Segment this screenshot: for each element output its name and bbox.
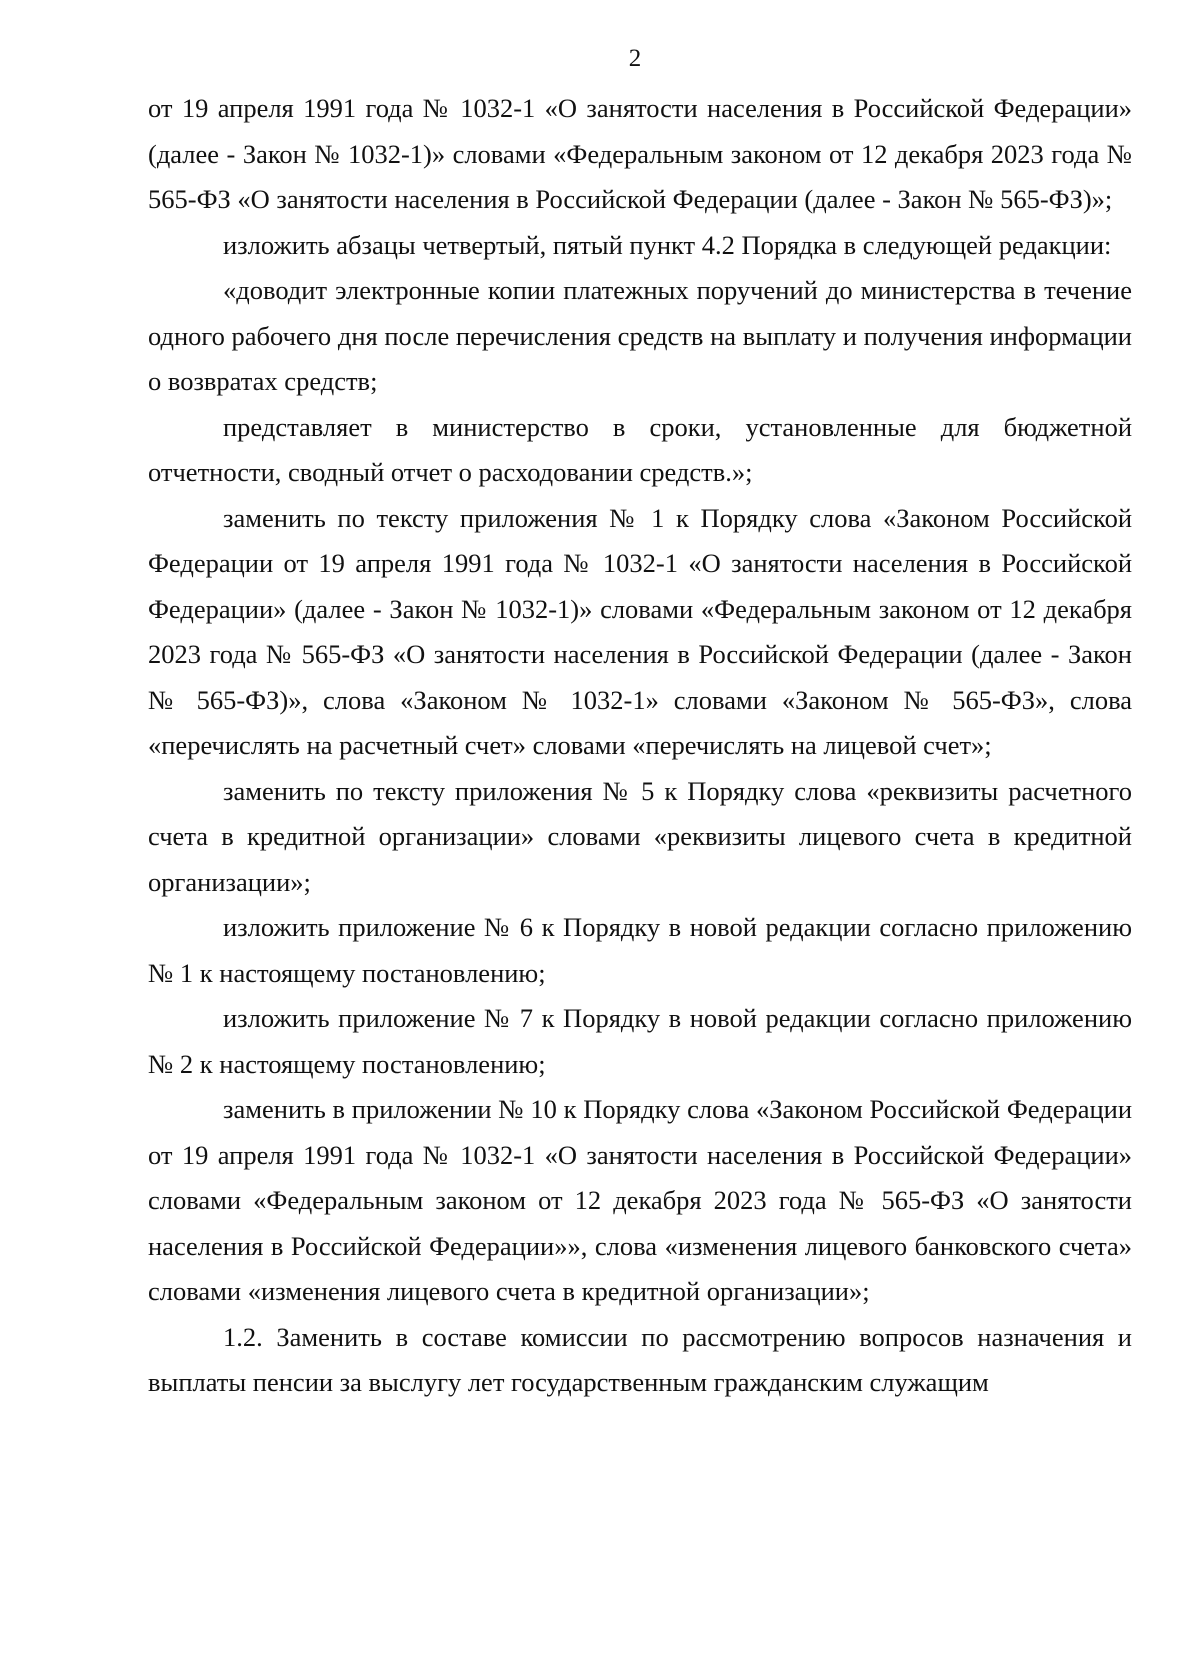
paragraph-quoted-copies: «доводит электронные копии платежных поручений до министерства в течение одного рабочего дня после перечисления средств на выплату и получения информации о возвратах средств; — [148, 275, 1132, 396]
paragraph-appendix-7: изложить приложение № 7 к Порядку в новой редакции согласно приложению № 2 к настоящему постановлению; — [148, 1003, 1132, 1079]
page-number: 2 — [628, 45, 642, 72]
paragraph-section-1-2: 1.2. Заменить в составе комиссии по рассмотрению вопросов назначения и выплаты пенсии за выслугу лет государственным гражданским служащим — [148, 1321, 1132, 1397]
paragraph-appendix-5: заменить по тексту приложения № 5 к Порядку слова «реквизиты расчетного счета в кредитной организации» словами «реквизиты лицевого счета в кредитной организации»; — [148, 775, 1132, 897]
paragraph-appendix-1: заменить по тексту приложения № 1 к Порядку слова «Законом Российской Федерации от 19 апреля 1991 года № 1032-1 «О занятости населения в Российской Федерации» (далее - Закон № 1032-1)» словами «Федеральным законом от 12 декабря 2023 года № 565-ФЗ «О занятости населения в Российской Федерации (далее - Закон № 565-ФЗ)», слова «Законом № 1032-1» словами «Законом № 565-ФЗ», слова «перечислять на расчетный счет» словами «перечислять на лицевой счет»; — [148, 502, 1132, 760]
document-body — [148, 86, 1132, 1406]
paragraph-continuation: от 19 апреля 1991 года № 1032-1 «О занятости населения в Российской Федерации» (далее - Закон № 1032-1)» словами «Федеральным законом от 12 декабря 2023 года № 565-ФЗ «О занятости населения в Российской Федерации (далее - Закон № 565-ФЗ)»; — [148, 93, 1132, 214]
paragraph-quoted-report: представляет в министерство в сроки, установленные для бюджетной отчетности, сводный отчет о расходовании средств.»; — [148, 411, 1132, 487]
paragraph-appendix-6: изложить приложение № 6 к Порядку в новой редакции согласно приложению № 1 к настоящему постановлению; — [148, 912, 1132, 988]
paragraph-appendix-10: заменить в приложении № 10 к Порядку слова «Законом Российской Федерации от 19 апреля 1991 года № 1032-1 «О занятости населения в Российской Федерации» словами «Федеральным законом от 12 декабря 2023 года № 565-ФЗ «О занятости населения в Российской Федерации»», слова «изменения лицевого банковского счета» словами «изменения лицевого счета в кредитной организации»; — [148, 1094, 1132, 1306]
paragraph-instruction-4-2: изложить абзацы четвертый, пятый пункт 4.2 Порядка в следующей редакции: — [223, 229, 1112, 260]
